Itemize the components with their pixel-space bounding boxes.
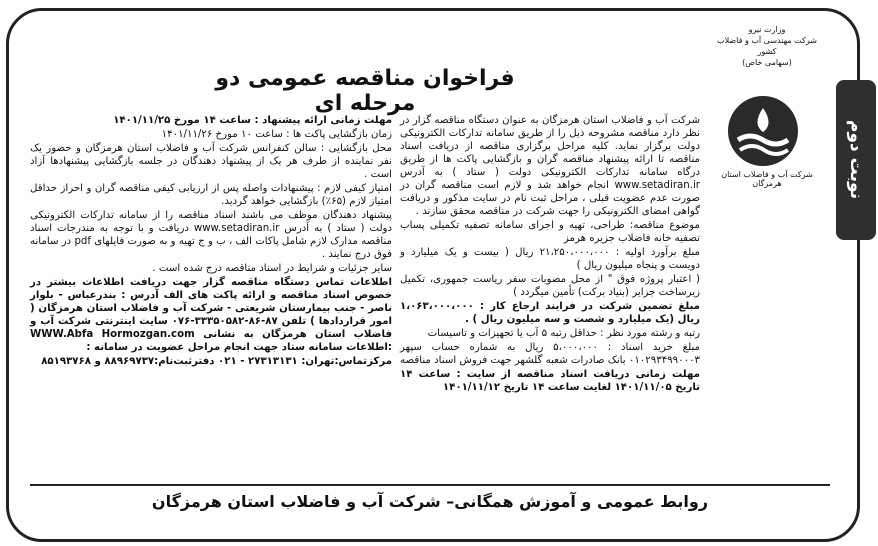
company-logo: [708, 24, 826, 194]
required-rank: رتبه و رشته مورد نظر : حداقل رتبه ۵ آب یا تجهیزات و تاسیسات: [427, 328, 700, 339]
footer-divider: [30, 484, 830, 486]
quality-score: امتیاز کیفی لازم : پیشنهادات واصله پس از ارزیابی کیفی مناقصه گران و احراز حداقل امتیاز لازم (۶۵٪) بازگشایی خواهد گردید.: [30, 183, 392, 207]
setad-contact: مرکزتماس:تهران: ۲۷۳۱۳۱۳۱ - ۰۲۱ دفترثبت‌نام:۸۸۹۶۹۷۳۷ و ۸۵۱۹۳۷۶۸: [41, 356, 392, 367]
submission-instructions: پیشنهاد دهندگان موظف می باشند اسناد مناقصه را از سامانه تدارکات الکترونیکی دولت ( ستاد ) به آدرس www.setadiran.ir دریافت و با توجه به مندرجات اسناد مناقصه مدارک لازم شامل پاکات الف ، ب و ج تهیه و به صورت فایلهای pdf در سامانه فوق درج نمایند .: [30, 210, 393, 260]
contact-info: اطلاعات تماس دستگاه مناقصه گزار جهت دریافت اطلاعات بیشتر در خصوص اسناد مناقصه و ارائه پاکت های الف آدرس : بندرعباس - بلوار ناصر - جنب بیمارستان شریعتی - شرکت آب و فاضلاب استان هرمزگان ( امور قراردادها ) تلفن ۸۷-۸۶-۳۳۳۵۰۵۸۲-۰۷۶ سایت اینترنتی شرکت آب و فاضلاب استان هرمزگان به نشانی WWW.Abfa Hormozgan.com :اطلاعات سامانه ستاد جهت انجام مراحل عضویت در سامانه :: [30, 277, 392, 353]
document-price: مبلغ خرید اسناد : ۵،۰۰۰،۰۰۰ ریال به شماره حساب سپهر ۰۱۰۲۹۳۴۹۹۰۰۰۳ بانک صادرات شعبه گلشهر جهت فروش اسناد مناقصه: [400, 342, 700, 366]
proposal-deadline: مهلت زمانی ارائه پیشنهاد : ساعت ۱۴ مورخ ۱۴۰۱/۱۱/۲۵: [113, 115, 392, 126]
opening-location: محل بازگشایی : سالن کنفرانس شرکت آب و فاضلاب استان هرمزگان و حضور یک نفر نماینده از طرف هر یک از پیشنهاد دهندگان در جلسه بازگشایی پیشنهادها آزاد است .: [30, 143, 392, 180]
logo-ministry-text: وزارت نیرو شرکت مهندسی آب و فاضلاب کشور (سهامی خاص): [717, 25, 817, 67]
other-details: سایر جزئیات و شرایط در اسناد مناقصه درج شده است .: [152, 263, 392, 274]
right-column: [400, 114, 700, 395]
left-column: [30, 114, 392, 369]
footer-signature: روابط عمومی و آموزش همگانی– شرکت آب و فاضلاب استان هرمزگان: [151, 492, 709, 511]
estimated-amount: مبلغ برآورد اولیه : ۲۱،۲۵۰،۰۰۰،۰۰۰ ریال ( بیست و یک میلیارد و دویست و پنجاه میلیون ریال ): [400, 247, 700, 271]
logo-caption: شرکت آب و فاضلاب استان هرمزگان: [721, 170, 813, 188]
intro-paragraph: شرکت آب و فاضلاب استان هرمزگان به عنوان دستگاه مناقصه گزار در نظر دارد مناقصه مشروحه ذیل را از طریق سامانه تدارکات الکترونیکی دولت برگزار نماید. کلیه مراحل برگزاری مناقصه از دریافت اسناد مناقصه تا ارائه پیشنهاد مناقصه گران و بازگشایی پاکت ها از طریق درگاه سامانه تدارکات الکترونیکی دولت ( ستاد ) به آدرس www.setadiran.ir انجام خواهد شد و لازم است مناقصه گران در صورت عدم عضویت قبلی ، مراحل ثبت نام در سایت مذکور و دریافت گواهی امضای الکترونیکی را جهت شرکت در مناقصه محقق سازند .: [400, 115, 700, 217]
opening-time: زمان بازگشایی پاکت ها : ساعت ۱۰ مورخ ۱۴۰۱/۱۱/۲۶: [161, 129, 392, 140]
tender-subject: موضوع مناقصه: طراحی، تهیه و اجرای سامانه تصفیه تکمیلی پساب تصفیه خانه فاضلاب جزیره هرمز: [400, 220, 700, 244]
insertion-label: نوبت دوم: [846, 120, 866, 200]
funding-note: ( اعتبار پروژه فوق " از محل مصوبات سفر ریاست جمهوری، تکمیل زیرساخت جزایر (بنیاد برکت) تأمین میگردد ): [400, 274, 700, 298]
document-deadline: مهلت زمانی دریافت اسناد مناقصه از سایت : ساعت ۱۴ تاریخ ۱۴۰۱/۱۱/۰۵ لغایت ساعت ۱۴ تاریخ ۱۴۰۱/۱۱/۱۲: [400, 369, 700, 393]
insertion-tab: [836, 80, 876, 240]
notice-title: فراخوان مناقصه عمومی دو مرحله ای: [215, 66, 515, 116]
water-drop-icon: [728, 96, 798, 166]
guarantee-amount: مبلغ تضمین شرکت در فرایند ارجاع کار : ۱،۰۶۳،۰۰۰،۰۰۰ ریال (یک میلیارد و شصت و سه میلیون ریال ) .: [400, 301, 700, 325]
